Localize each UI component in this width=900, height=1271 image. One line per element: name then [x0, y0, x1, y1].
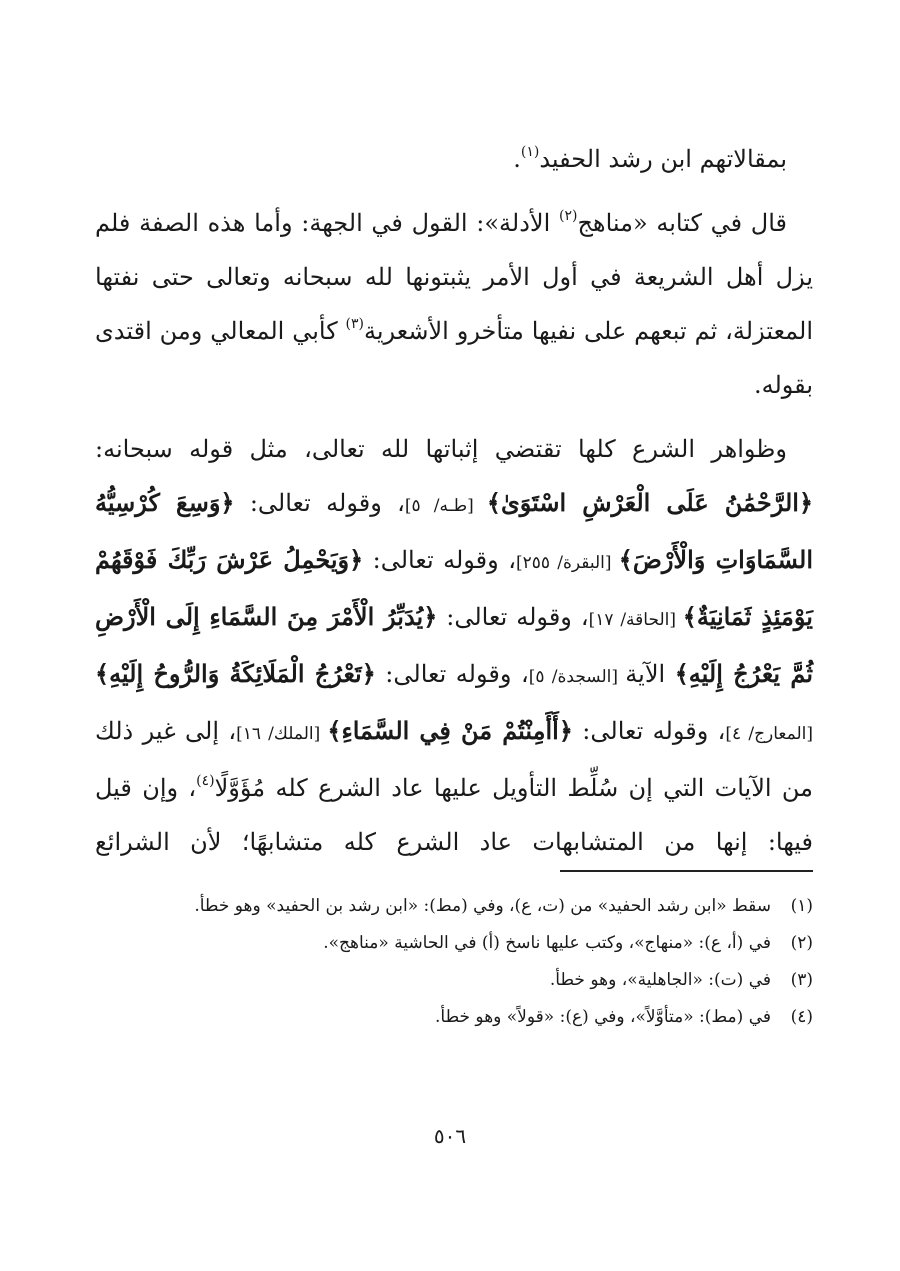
- paragraph-2-text-b: الأدلة»: القول في الجهة: وأما هذه الصفة فلم يزل أهل الشريعة في أول الأمر يثبتونها لله سبحانه وتعالى حتى نفتها المعتزلة، ثم تبعهم على نفيها متأخرو الأشعرية: [95, 209, 814, 345]
- footnote-ref-2[interactable]: (٢): [558, 208, 578, 224]
- paragraph-1-end: .: [513, 145, 521, 173]
- quran-verse-3: ﴿وَيَحْمِلُ عَرْشَ رَبِّكَ فَوْقَهُمْ يَوْمَئِذٍ ثَمَانِيَةٌ﴾: [95, 545, 813, 631]
- quran-verse-4: ﴿يُدَبِّرُ الْأَمْرَ مِنَ السَّمَاءِ إِلَى الْأَرْضِ ثُمَّ يَعْرُجُ إِلَيْهِ﴾: [95, 602, 813, 688]
- paragraph-3-text-9: ، وإن قيل فيها: إنها من المتشابهات عاد الشرع كله متشابهًا؛ لأن الشرائع: [95, 774, 813, 856]
- footnote-3: [95, 962, 813, 999]
- paragraph-1: [95, 132, 813, 186]
- footnote-number: (٣): [790, 970, 813, 990]
- paragraph-1-text: بمقالاتهم ابن رشد الحفيد: [539, 145, 787, 173]
- footnote-text: في (ت): «الجاهلية»، وهو خطأ.: [549, 970, 771, 990]
- footnote-2: [95, 925, 813, 962]
- footnote-text: في (مط): «متأوَّلاً»، وفي (ع): «قولاً» وهو خطأ.: [434, 1007, 771, 1027]
- paragraph-3-text-4: ، وقوله تعالى:: [437, 603, 589, 631]
- quran-verse-7: ﴿أَأَمِنْتُمْ مَنْ فِي السَّمَاءِ﴾: [327, 716, 573, 745]
- quran-verse-2: ﴿وَسِعَ كُرْسِيُّهُ السَّمَاوَاتِ وَالْأَرْضَ﴾: [95, 488, 813, 574]
- page-number: ٥٠٦: [433, 1124, 467, 1148]
- verse-ref-6: [المعارج/ ٤]: [725, 724, 813, 744]
- paragraph-3-text-5: الآية: [625, 660, 675, 688]
- footnote-ref-4[interactable]: (٤): [196, 773, 215, 789]
- main-text: [95, 132, 813, 869]
- paragraph-2-text-c: كأبي المعالي ومن اقتدى بقوله.: [95, 317, 813, 399]
- footnote-number: (٤): [790, 1007, 813, 1027]
- quran-verse-6: ﴿تَعْرُجُ الْمَلَائِكَةُ وَالرُّوحُ إِلَيْهِ﴾: [95, 659, 376, 688]
- paragraph-3-text-3: ، وقوله تعالى:: [363, 546, 516, 574]
- paragraph-2: [95, 196, 813, 412]
- footnote-text: في (أ، ع): «منهاج»، وكتب عليها ناسخ (أ) في الحاشية «مناهج».: [323, 933, 771, 953]
- footnote-separator: [560, 870, 813, 872]
- verse-ref-1: [طـه/ ٥]: [404, 496, 487, 516]
- verse-ref-3: [الحاقة/ ١٧]: [588, 610, 683, 630]
- footnote-number: (٢): [790, 933, 813, 953]
- footnote-1: [95, 888, 813, 925]
- paragraph-3: [95, 422, 813, 869]
- footnote-4: [95, 999, 813, 1036]
- verse-ref-2: [البقرة/ ٢٥٥]: [515, 553, 619, 573]
- quran-verse-1: ﴿الرَّحْمَٰنُ عَلَى الْعَرْشِ اسْتَوَىٰ﴾: [486, 488, 814, 517]
- footnotes: [95, 888, 813, 1036]
- footnote-number: (١): [790, 896, 813, 916]
- paragraph-2-text-a: قال في كتابه «مناهج: [577, 209, 788, 237]
- paragraph-3-text-2: ، وقوله تعالى:: [234, 489, 405, 517]
- footnote-ref-1[interactable]: (١): [520, 144, 540, 160]
- verse-ref-7: [الملك/ ١٦]: [236, 724, 328, 744]
- verse-ref-5: [السجدة/ ٥]: [528, 667, 626, 687]
- paragraph-3-text-8: ، إلى غير ذلك من الآيات التي إن سُلِّط التأويل عليها عاد الشرع كله مُؤَوَّلًا: [95, 717, 813, 802]
- footnote-ref-3[interactable]: (٣): [345, 316, 364, 332]
- footnote-text: سقط «ابن رشد الحفيد» من (ت، ع)، وفي (مط): «ابن رشد بن الحفيد» وهو خطأ.: [194, 896, 771, 916]
- paragraph-3-text-6: ، وقوله تعالى:: [375, 660, 529, 688]
- paragraph-3-text-7: ، وقوله تعالى:: [572, 717, 726, 745]
- paragraph-3-text-1: وظواهر الشرع كلها تقتضي إثباتها لله تعالى، مثل قوله سبحانه:: [95, 435, 787, 463]
